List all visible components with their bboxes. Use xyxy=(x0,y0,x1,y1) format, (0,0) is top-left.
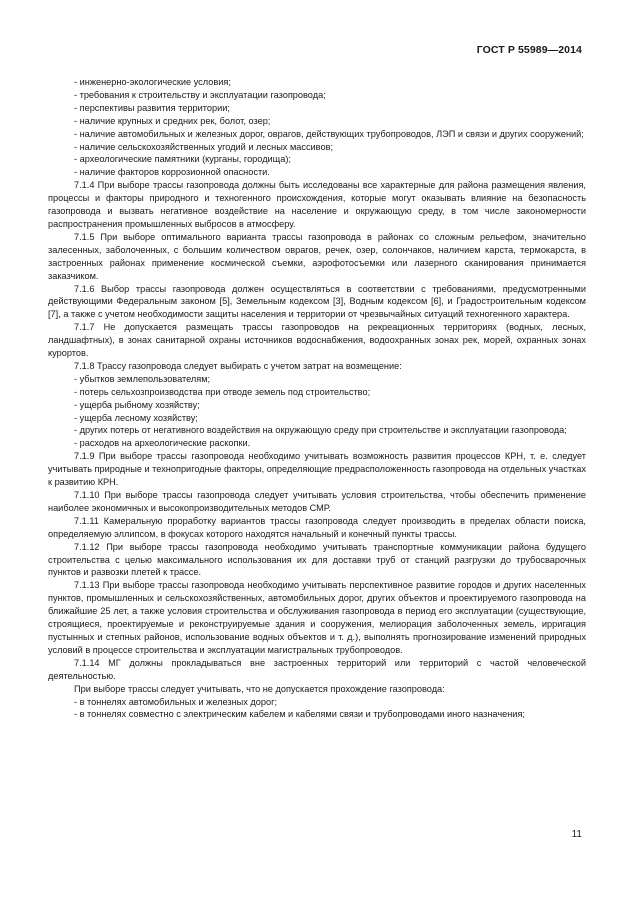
paragraph: - потерь сельхозпроизводства при отводе земель под строительство; xyxy=(74,386,371,397)
paragraph: 7.1.13 При выборе трассы газопровода необходимо учитывать перспективное развитие городов и других населенных пунктов, промышленных и сельскохозяйственных, автомобильных дорог, других объектов и проектируемого газопровода на ближайшие 25 лет, а также условия строительства и обслуживания газопровода в период его эксплуатации (существующие, строящиеся, проектируемые и реконструируемые здания и сооружения, мелиорация заболоченных земель, ирригация пустынных и степных районов, использование водных объектов и т. д.), выполнять прогнозирование изменений природных условий в процессе строительства и эксплуатации магистральных трубопроводов. xyxy=(48,580,586,655)
paragraph: - убытков землепользователям; xyxy=(74,373,211,384)
paragraph: - инженерно-экологические условия; xyxy=(74,77,231,87)
paragraph: 7.1.12 При выборе трассы газопровода необходимо учитывать транспортные коммуникации района будущего строительства с целью максимального использования их для доставки труб от станций разгрузки до трубосварочных пунктов и развозки плетей к трассе. xyxy=(48,541,586,578)
paragraph: - наличие сельскохозяйственных угодий и лесных массивов; xyxy=(74,141,334,152)
paragraph: 7.1.8 Трассу газопровода следует выбирать с учетом затрат на возмещение: xyxy=(74,360,402,371)
paragraph: 7.1.4 При выборе трассы газопровода должны быть исследованы все характерные для района размещения явления, процессы и факторы природного и техногенного происхождения, которые могут оказывать влияние на безопасность газопровода и вызвать негативное воздействие на население и окружающую среду, в том числе закономерности распространения промышленных выбросов в атмосферу. xyxy=(48,180,586,229)
paragraph: - наличие автомобильных и железных дорог, оврагов, действующих трубопроводов, ЛЭП и связи и других сооружений; xyxy=(74,128,584,139)
paragraph: 7.1.14 МГ должны прокладываться вне застроенных территорий или территорий с частой человеческой деятельностью. xyxy=(48,657,586,681)
paragraph: При выборе трассы следует учитывать, что не допускается прохождение газопровода: xyxy=(74,683,445,694)
paragraph: 7.1.9 При выборе трассы газопровода необходимо учитывать возможность развития процессов КРН, т. е. следует учитывать природные и технопригодные факторы, определяющие предрасположенность газопровода на отдельных участках к развитию КРН. xyxy=(48,451,586,488)
paragraph: - в тоннелях совместно с электрическим кабелем и кабелями связи и трубопроводами иного назначения; xyxy=(74,709,525,720)
paragraph: - расходов на археологические раскопки. xyxy=(74,438,251,449)
paragraph: - ущерба рыбному хозяйству; xyxy=(74,399,200,410)
paragraph: - в тоннелях автомобильных и железных дорог; xyxy=(74,696,278,707)
page-number: 11 xyxy=(571,829,582,840)
paragraph: 7.1.11 Камеральную проработку вариантов трассы газопровода следует производить в пределах области поиска, определяемую эллипсом, в фокусах которого находятся начальный и конечный пункты трассы. xyxy=(48,515,586,539)
paragraph: - археологические памятники (курганы, городища); xyxy=(74,154,291,165)
paragraph: 7.1.5 При выборе оптимального варианта трассы газопровода в районах со сложным рельефом, значительно залесенных, заболоченных, с большим количеством оврагов, речек, озер, солончаков, наличием карста, термокарста, в застроенных районах применение космической съемки, аэрофотосъемки или лазерного сканирования принимается заказчиком. xyxy=(48,231,586,281)
paragraph: - наличие крупных и средних рек, болот, озер; xyxy=(74,115,271,126)
paragraph: 7.1.6 Выбор трассы газопровода должен осуществляться в соответствии с требованиями, предусмотренными действующими Федеральным законом [5], Земельным кодексом [3], Водным кодексом [6], и Градостроительным кодексом [7], а также с учетом необходимости защиты населения и территории от чрезвычайных ситуаций техногенного характера. xyxy=(48,283,586,320)
standard-header: ГОСТ Р 55989—2014 xyxy=(476,44,582,56)
document-body xyxy=(48,76,586,721)
paragraph: - других потерь от негативного воздействия на окружающую среду при строительстве и эксплуатации газопровода; xyxy=(74,425,567,436)
paragraph: - перспективы развития территории; xyxy=(74,102,230,113)
paragraph: - ущерба лесному хозяйству; xyxy=(74,412,198,423)
paragraph: - наличие факторов коррозионной опасности. xyxy=(74,167,270,178)
paragraph: - требования к строительству и эксплуатации газопровода; xyxy=(74,89,326,100)
paragraph: 7.1.10 При выборе трассы газопровода следует учитывать условия строительства, чтобы обеспечить применение наиболее экономичных и высокопроизводительных методов СМР. xyxy=(48,490,586,513)
paragraph: 7.1.7 Не допускается размещать трассы газопроводов на рекреационных территориях (водных, лесных, ландшафтных), в зонах санитарной охраны источников водоснабжения, водоохранных зонах рек, морей, охранных зонах курортов. xyxy=(48,322,586,359)
